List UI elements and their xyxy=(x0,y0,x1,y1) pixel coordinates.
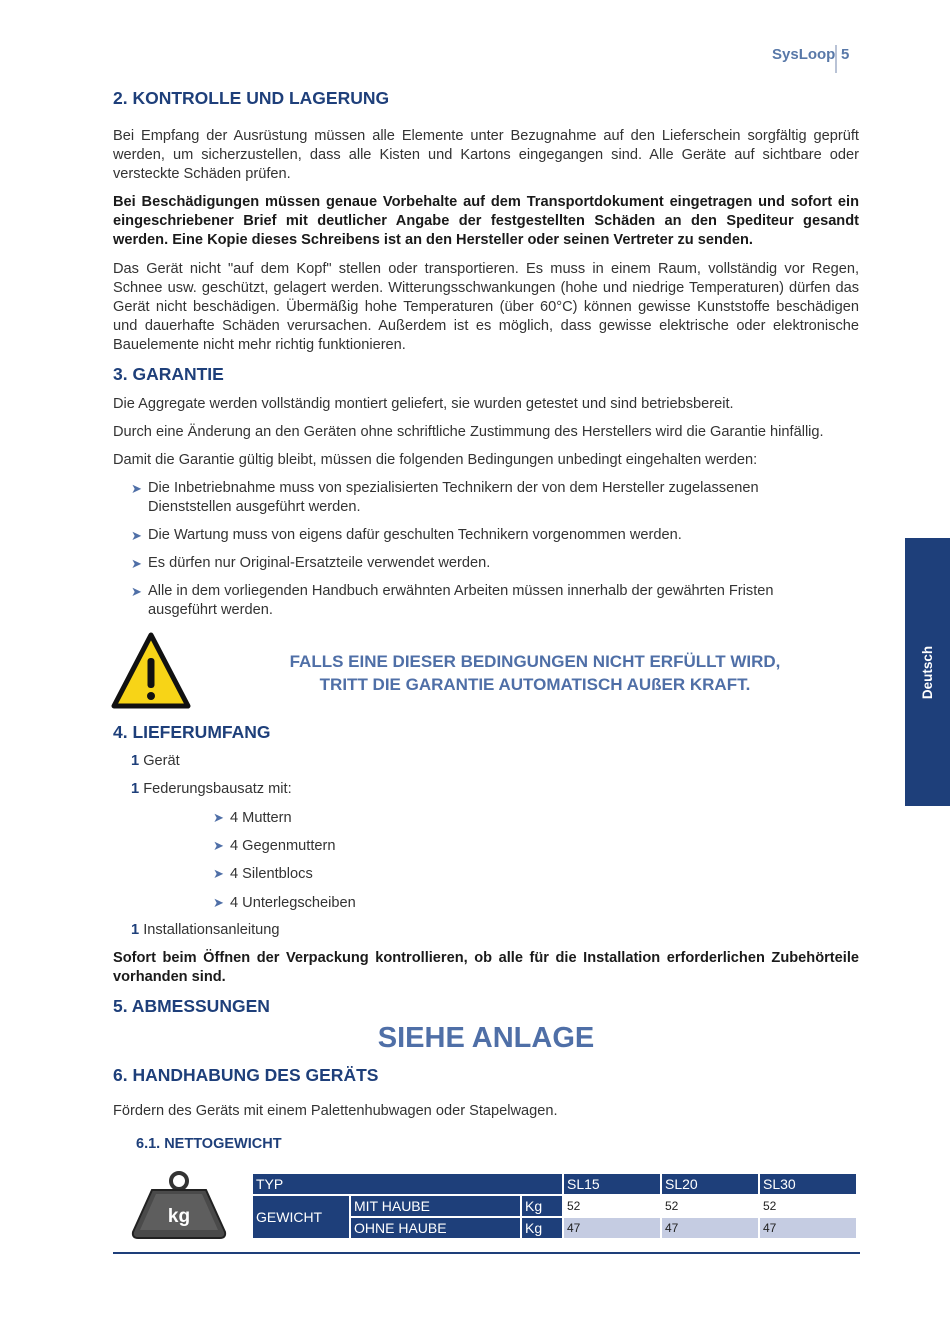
section-3-paragraph-3: Damit die Garantie gültig bleibt, müssen die folgenden Bedingungen unbedingt eingehalten werden: xyxy=(113,452,758,468)
section-3-heading: 3. GARANTIE xyxy=(113,364,224,384)
list-item: 1 Federungsbausatz mit: xyxy=(131,781,292,797)
language-tab-label-wrap xyxy=(905,538,950,806)
list-item: 1 Gerät xyxy=(131,753,180,769)
weight-kg-icon: kg xyxy=(128,1170,230,1240)
list-item: ➤ 4 Muttern xyxy=(213,810,292,826)
section-5-heading: 5. ABMESSUNGEN xyxy=(113,996,270,1016)
language-tab-label: Deutsch xyxy=(920,645,936,699)
section-3-paragraph-2: Durch eine Änderung an den Geräten ohne schriftliche Zustimmung des Herstellers wird die Garantie hinfällig. xyxy=(113,424,824,440)
section-4-heading: 4. LIEFERUMFANG xyxy=(113,722,271,742)
list-item: ➤ Alle in dem vorliegenden Handbuch erwähnten Arbeiten müssen innerhalb der gewährten Fristen ausgeführt werden. xyxy=(131,583,774,618)
arrow-bullet-icon: ➤ xyxy=(131,584,142,599)
list-item: ➤ Die Inbetriebnahme muss von spezialisierten Technikern der von dem Hersteller zugelassenen Dienststellen ausgeführt werden. xyxy=(131,480,759,515)
section-2-paragraph-1: Bei Empfang der Ausrüstung müssen alle Elemente unter Bezugnahme auf den Lieferschein sorgfältig geprüft werden, um sicherzustellen, dass alle Kisten und Kartons eingegangen sind. Alle Geräte auf sichtbare oder versteckte Schäden prüfen. xyxy=(113,128,859,182)
table-row: TYP SL15 SL20 SL30 xyxy=(252,1173,857,1195)
list-item: 1 Installationsanleitung xyxy=(131,922,280,938)
arrow-bullet-icon: ➤ xyxy=(213,895,224,910)
table-row: GEWICHT MIT HAUBE Kg 52 52 52 xyxy=(252,1195,857,1217)
section-3-paragraph-1: Die Aggregate werden vollständig montiert geliefert, sie wurden getestet und sind betriebsbereit. xyxy=(113,396,734,412)
arrow-bullet-icon: ➤ xyxy=(213,838,224,853)
footer-divider xyxy=(113,1252,860,1254)
page-number: 5 xyxy=(841,46,850,63)
arrow-bullet-icon: ➤ xyxy=(131,528,142,543)
section-2-paragraph-2: Bei Beschädigungen müssen genaue Vorbehalte auf dem Transportdokument eingetragen und sofort ein eingeschriebener Brief mit deutlicher Angabe der festgestellten Schäden an den Spediteur gesandt werden. Eine Kopie dieses Schreibens ist an den Hersteller oder seinen Vertreter zu senden. xyxy=(113,194,859,248)
net-weight-table xyxy=(251,1172,858,1240)
see-attachment-label: SIEHE ANLAGE xyxy=(377,1022,595,1054)
section-6-1-heading: 6.1. NETTOGEWICHT xyxy=(136,1136,282,1152)
header-title: SysLoop xyxy=(772,46,836,63)
section-2-paragraph-3: Das Gerät nicht "auf dem Kopf" stellen oder transportieren. Es muss in einem Raum, vollständig vor Regen, Schnee usw. geschützt, gelagert werden. Witterungsschwankungen (hohe und niedrige Temperaturen) dürfen das Gerät nicht beschädigen. Übermäßig hohe Temperaturen (über 60°C) können gewisse Kunststoffe beschädigen und dauerhafte Schäden verursachen. Außerdem ist es möglich, dass gewisse elektrische oder elektronische Bauelemente nicht mehr richtig funktionieren. xyxy=(113,261,859,353)
arrow-bullet-icon: ➤ xyxy=(131,481,142,496)
arrow-bullet-icon: ➤ xyxy=(131,556,142,571)
list-item: ➤ 4 Silentblocs xyxy=(213,866,313,882)
warning-line-1: FALLS EINE DIESER BEDINGUNGEN NICHT ERFÜLLT WIRD, xyxy=(289,652,781,671)
table-row: OHNE HAUBE Kg 47 47 47 xyxy=(252,1217,857,1239)
section-6-heading: 6. HANDHABUNG DES GERÄTS xyxy=(113,1065,379,1085)
list-item: ➤ Die Wartung muss von eigens dafür geschulten Technikern vorgenommen werden. xyxy=(131,527,682,543)
section-6-paragraph-1: Fördern des Geräts mit einem Palettenhubwagen oder Stapelwagen. xyxy=(113,1103,558,1119)
warning-triangle-icon xyxy=(111,632,191,710)
section-2-heading: 2. KONTROLLE UND LAGERUNG xyxy=(113,88,390,108)
section-4-note: Sofort beim Öffnen der Verpackung kontrollieren, ob alle für die Installation erforderlichen Zubehörteile vorhanden sind. xyxy=(113,950,859,985)
arrow-bullet-icon: ➤ xyxy=(213,810,224,825)
header-divider xyxy=(835,45,837,73)
warning-line-2: TRITT DIE GARANTIE AUTOMATISCH AUßER KRAFT. xyxy=(319,675,751,694)
arrow-bullet-icon: ➤ xyxy=(213,866,224,881)
list-item: ➤ 4 Gegenmuttern xyxy=(213,838,336,854)
list-item: ➤ Es dürfen nur Original-Ersatzteile verwendet werden. xyxy=(131,555,491,571)
list-item: ➤ 4 Unterlegscheiben xyxy=(213,895,356,911)
